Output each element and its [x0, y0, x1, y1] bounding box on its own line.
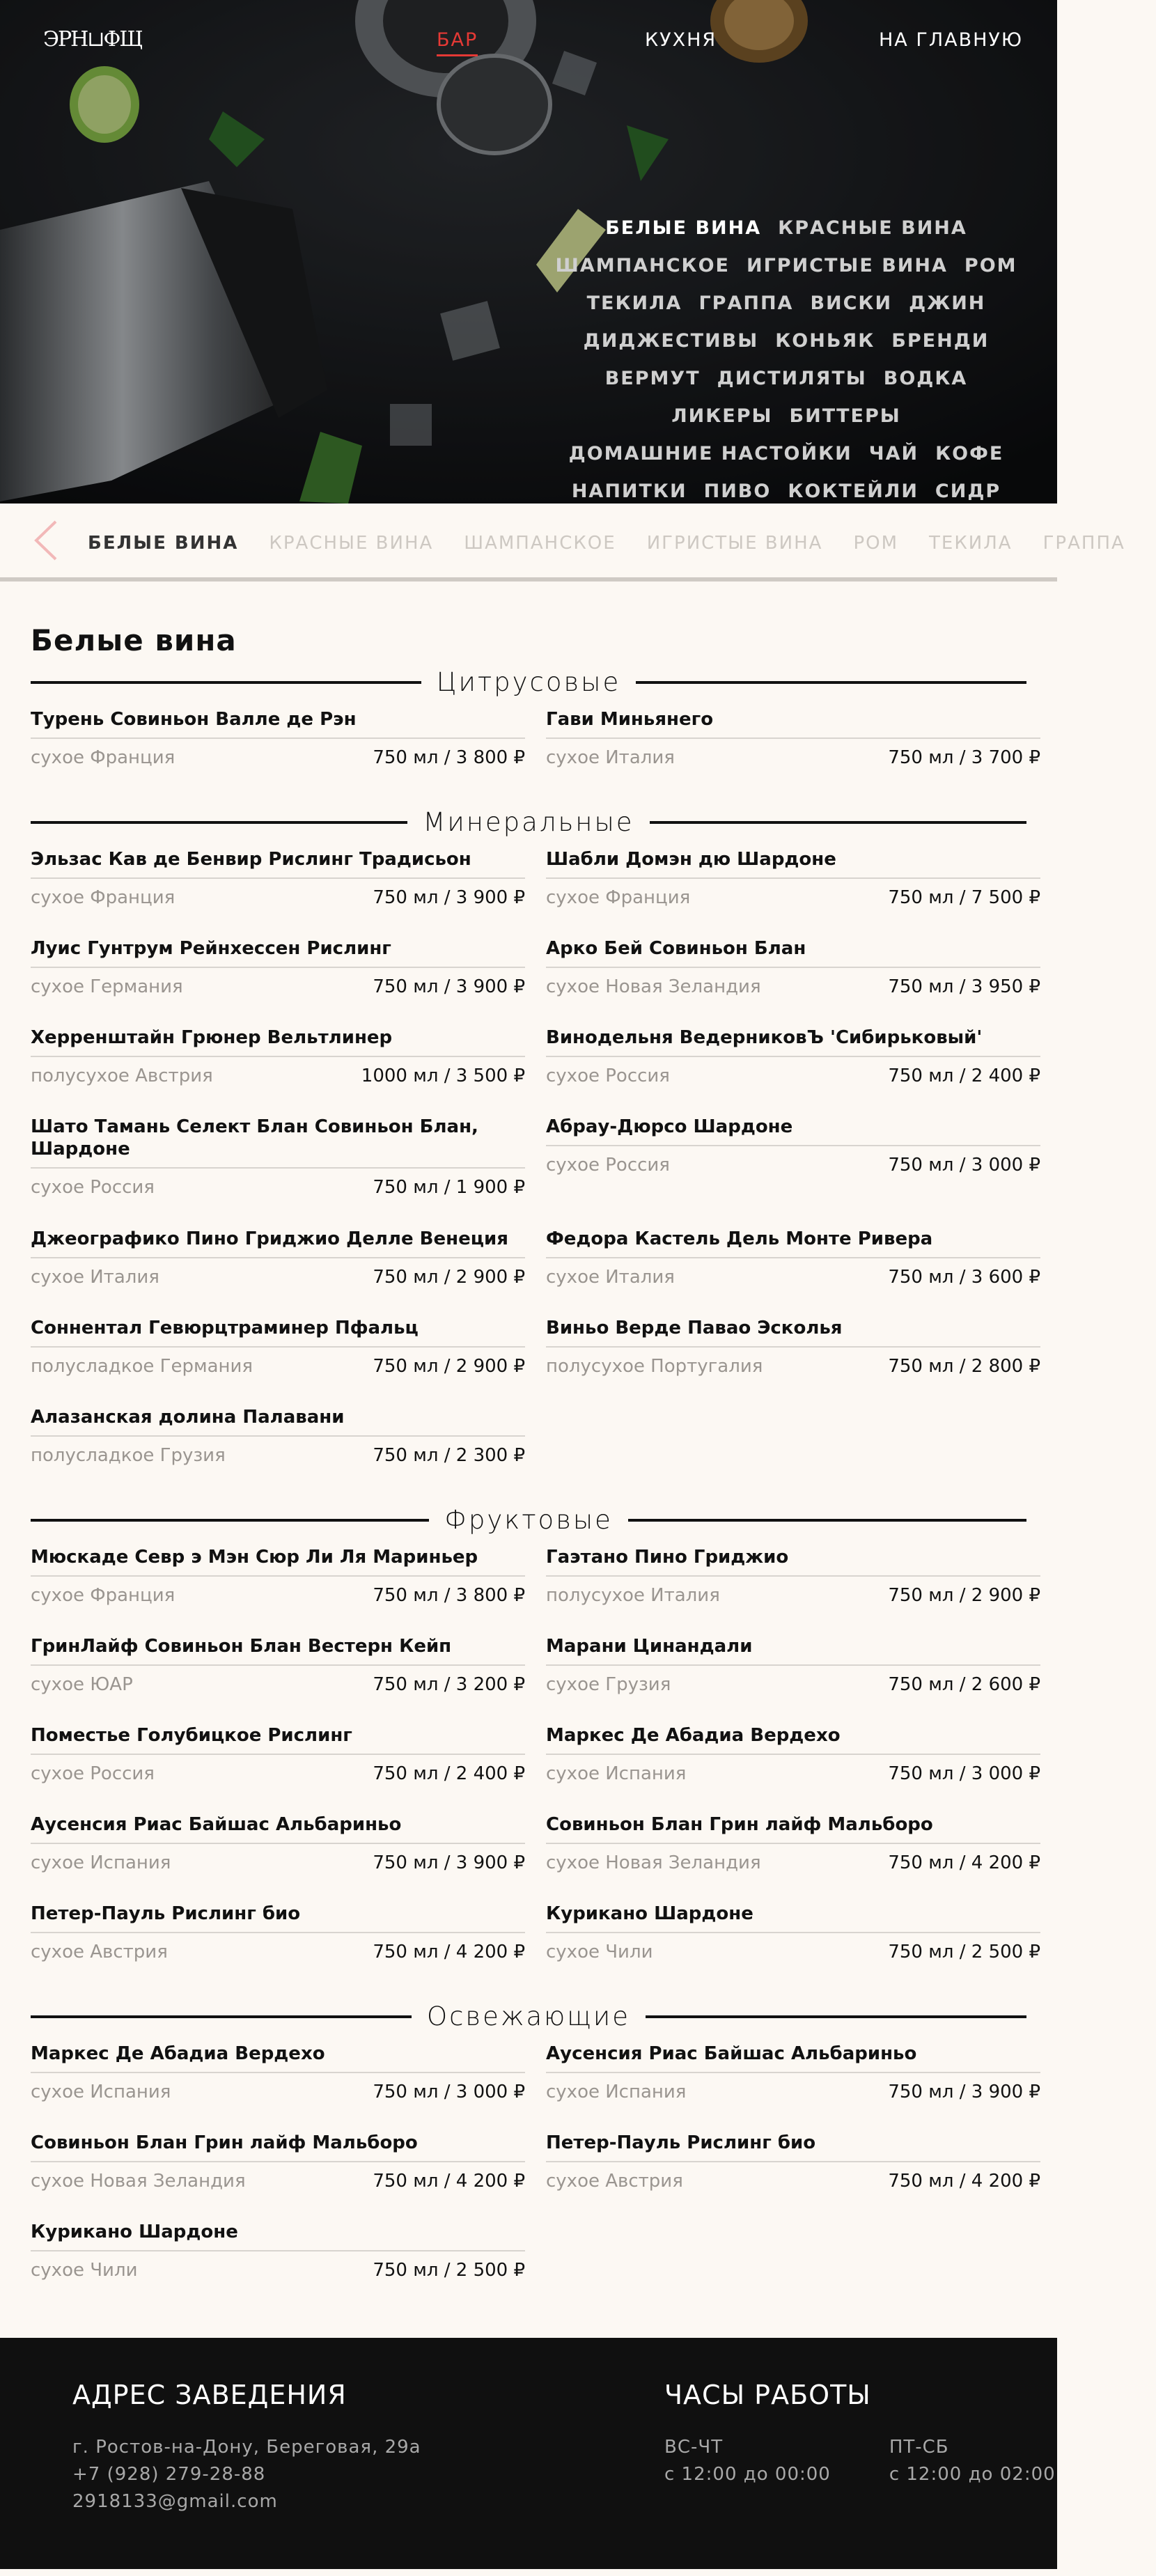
category-menu [542, 210, 1031, 511]
wine-item [546, 1546, 1040, 1635]
wine-name: Совиньон Блан Грин лайф Мальборо [31, 2132, 525, 2162]
wine-price: 750 мл / 2 500 ₽ [373, 2260, 525, 2281]
wine-meta: сухое Россия [31, 1177, 155, 1198]
wine-item [546, 1317, 1040, 1406]
wine-meta: сухое Россия [546, 1065, 670, 1086]
wine-name: Поместье Голубицкое Рислинг [31, 1724, 525, 1755]
wine-price: 750 мл / 3 000 ₽ [373, 2082, 525, 2102]
wine-name: Луис Гунтрум Рейнхессен Рислинг [31, 937, 525, 968]
address-title: АДРЕС ЗАВЕДЕНИЯ [72, 2380, 347, 2410]
wine-name: ГринЛайф Совиньон Блан Вестерн Кейп [31, 1635, 525, 1666]
category-link[interactable]: ИГРИСТЫЕ ВИНА [746, 255, 948, 276]
category-link[interactable]: БЕЛЫЕ ВИНА [605, 217, 762, 239]
tab-grappa[interactable]: ГРАППА [1042, 533, 1125, 554]
wine-meta: сухое Франция [31, 887, 175, 908]
wine-item [31, 2132, 525, 2221]
divider [31, 1519, 429, 1522]
wine-price: 750 мл / 2 500 ₽ [888, 1942, 1040, 1962]
wine-meta: сухое Австрия [31, 1942, 168, 1962]
category-link[interactable]: ДОМАШНИЕ НАСТОЙКИ [568, 443, 852, 465]
category-link[interactable]: ГРАППА [698, 292, 794, 314]
wine-name: Джеографико Пино Гриджио Делле Венеция [31, 1228, 525, 1258]
wine-name: Маркес Де Абадиа Вердехо [31, 2043, 525, 2073]
category-link[interactable]: СИДР [935, 481, 1001, 502]
wine-meta: сухое Чили [546, 1942, 653, 1962]
wine-price: 750 мл / 3 000 ₽ [888, 1763, 1040, 1784]
wine-meta: сухое Франция [546, 887, 691, 908]
category-link[interactable]: КОКТЕЙЛИ [788, 481, 919, 502]
wine-price: 750 мл / 4 200 ₽ [888, 2171, 1040, 2192]
wine-name: Виньо Верде Павао Эсколья [546, 1317, 1040, 1348]
wine-name: Аусенсия Риас Байшас Альбариньо [31, 1813, 525, 1844]
tab-white-wines[interactable]: БЕЛЫЕ ВИНА [88, 533, 239, 554]
wine-meta: сухое Италия [31, 1267, 159, 1288]
category-link[interactable]: ДЖИН [909, 292, 986, 314]
wine-price: 750 мл / 2 600 ₽ [888, 1674, 1040, 1695]
wine-meta: сухое Чили [31, 2260, 138, 2281]
wine-meta: сухое Франция [31, 1585, 175, 1606]
wine-item [31, 848, 525, 937]
wine-price: 750 мл / 3 700 ₽ [888, 747, 1040, 768]
wine-meta: сухое Испания [546, 2082, 687, 2102]
divider [31, 821, 407, 824]
category-link[interactable]: КОФЕ [935, 443, 1004, 465]
wine-meta: сухое Испания [546, 1763, 687, 1784]
wine-price: 750 мл / 3 900 ₽ [888, 2082, 1040, 2102]
category-link[interactable]: КОНЬЯК [775, 330, 875, 352]
tab-tequila[interactable]: ТЕКИЛА [929, 533, 1013, 554]
wine-item [31, 1027, 525, 1116]
wine-meta: сухое Австрия [546, 2171, 683, 2192]
wine-meta: сухое Новая Зеландия [546, 1852, 761, 1873]
wine-price: 750 мл / 4 200 ₽ [373, 2171, 525, 2192]
logo[interactable]: ЭРН⊔ФЩ [43, 27, 142, 52]
wine-name: Херренштайн Грюнер Вельтлинер [31, 1027, 525, 1057]
wine-meta: сухое Новая Зеландия [546, 976, 761, 997]
divider [650, 821, 1026, 824]
section-heading [31, 1505, 1026, 1535]
divider [628, 1519, 1026, 1522]
wine-item [546, 937, 1040, 1027]
wine-meta: сухое ЮАР [31, 1674, 133, 1695]
wine-price: 750 мл / 3 000 ₽ [888, 1155, 1040, 1176]
category-link[interactable]: ДИДЖЕСТИВЫ [583, 330, 759, 352]
phone-link[interactable]: +7 (928) 279-28-88 [72, 2464, 266, 2485]
wine-meta: сухое Италия [546, 1267, 675, 1288]
wine-price: 750 мл / 3 600 ₽ [888, 1267, 1040, 1288]
section-heading [31, 807, 1026, 837]
category-link[interactable]: БРЕНДИ [891, 330, 990, 352]
category-link[interactable]: ДИСТИЛЯТЫ [717, 368, 867, 389]
wine-item [31, 1546, 525, 1635]
hours-title: ЧАСЫ РАБОТЫ [664, 2380, 871, 2410]
address-text: г. Ростов-на-Дону, Береговая, 29а [72, 2437, 421, 2458]
tab-strip [88, 533, 1156, 554]
wine-price: 750 мл / 2 800 ₽ [888, 1356, 1040, 1377]
section-title: Минеральные [423, 807, 634, 837]
tab-red-wines[interactable]: КРАСНЫЕ ВИНА [269, 533, 434, 554]
hours-block [664, 2380, 1056, 2488]
wine-price: 750 мл / 3 200 ₽ [373, 1674, 525, 1695]
category-link[interactable]: КРАСНЫЕ ВИНА [778, 217, 967, 239]
hours-weekend [889, 2434, 1056, 2488]
wine-list [31, 1546, 1040, 1992]
wine-meta: сухое Грузия [546, 1674, 671, 1695]
wine-meta: сухое Новая Зеландия [31, 2171, 246, 2192]
wine-price: 750 мл / 2 400 ₽ [373, 1763, 525, 1784]
wine-item [31, 1116, 525, 1228]
wine-price: 750 мл / 3 900 ₽ [373, 976, 525, 997]
chevron-left-icon[interactable] [29, 519, 64, 562]
wine-price: 1000 мл / 3 500 ₽ [361, 1065, 525, 1086]
divider [31, 681, 421, 684]
wine-meta: сухое Россия [31, 1763, 155, 1784]
menu-sections [31, 667, 1040, 2310]
wine-meta: сухое Италия [546, 747, 675, 768]
wine-name: Курикано Шардоне [546, 1903, 1040, 1933]
wine-name: Петер-Пауль Рислинг био [546, 2132, 1040, 2162]
wine-meta: полусухое Австрия [31, 1065, 213, 1086]
wine-name: Арко Бей Совиньон Блан [546, 937, 1040, 968]
wine-name: Федора Кастель Дель Монте Ривера [546, 1228, 1040, 1258]
wine-name: Шато Тамань Селект Блан Совиньон Блан, Шардоне [31, 1116, 525, 1169]
wine-item [546, 1228, 1040, 1317]
wine-item [31, 708, 525, 797]
hours-days: ПТ-СБ [889, 2437, 949, 2458]
section-heading [31, 2001, 1026, 2031]
wine-price: 750 мл / 2 900 ₽ [373, 1267, 525, 1288]
wine-name: Совиньон Блан Грин лайф Мальборо [546, 1813, 1040, 1844]
wine-price: 750 мл / 3 800 ₽ [373, 1585, 525, 1606]
wine-item [31, 1317, 525, 1406]
wine-meta: сухое Франция [31, 747, 175, 768]
wine-price: 750 мл / 3 800 ₽ [373, 747, 525, 768]
wine-name: Маркес Де Абадиа Вердехо [546, 1724, 1040, 1755]
page-title: Белые вина [31, 623, 237, 657]
hours-days: ВС-ЧТ [664, 2437, 724, 2458]
section-title: Цитрусовые [436, 667, 621, 697]
wine-item [31, 1635, 525, 1724]
wine-meta: полусладкое Германия [31, 1356, 253, 1377]
wine-meta: полусухое Италия [546, 1585, 720, 1606]
wine-price: 750 мл / 4 200 ₽ [888, 1852, 1040, 1873]
category-link[interactable]: НАПИТКИ [571, 481, 687, 502]
wine-item [546, 848, 1040, 937]
hours-time: с 12:00 до 02:00 [889, 2464, 1056, 2485]
wine-price: 750 мл / 2 300 ₽ [373, 1445, 525, 1466]
category-link[interactable]: ЛИКЕРЫ [671, 405, 773, 427]
wine-item [31, 2221, 525, 2310]
email-link[interactable]: 2918133@gmail.com [72, 2491, 278, 2512]
section-title: Освежающие [426, 2001, 631, 2031]
category-link[interactable]: ВОДКА [883, 368, 968, 389]
wine-list [31, 848, 1040, 1495]
divider [636, 681, 1026, 684]
wine-item [546, 1027, 1040, 1116]
category-link[interactable]: БИТТЕРЫ [789, 405, 901, 427]
wine-item [546, 1903, 1040, 1992]
category-link[interactable]: РОМ [964, 255, 1017, 276]
menu-content [0, 581, 1057, 2338]
wine-price: 750 мл / 3 900 ₽ [373, 1852, 525, 1873]
wine-price: 750 мл / 4 200 ₽ [373, 1942, 525, 1962]
category-link[interactable]: ПИВО [703, 481, 772, 502]
wine-meta: сухое Россия [546, 1155, 670, 1176]
wine-name: Турень Совиньон Валле де Рэн [31, 708, 525, 739]
wine-item [31, 1813, 525, 1903]
wine-name: Марани Цинандали [546, 1635, 1040, 1666]
wine-name: Соннентал Гевюрцтраминер Пфальц [31, 1317, 525, 1348]
wine-price: 750 мл / 2 400 ₽ [888, 1065, 1040, 1086]
section-title: Фруктовые [444, 1505, 613, 1535]
category-link[interactable]: ВЕРМУТ [604, 368, 701, 389]
section-heading [31, 667, 1026, 697]
wine-item [546, 2132, 1040, 2221]
footer [0, 2338, 1057, 2569]
wine-item [546, 1724, 1040, 1813]
top-navigation [0, 26, 1057, 54]
divider [31, 2015, 412, 2018]
category-link[interactable]: ЧАЙ [868, 443, 919, 465]
wine-meta: сухое Испания [31, 1852, 171, 1873]
wine-price: 750 мл / 1 900 ₽ [373, 1177, 525, 1198]
nav-link-kitchen[interactable]: КУХНЯ [645, 29, 717, 51]
hero-header [0, 0, 1057, 504]
wine-price: 750 мл / 3 900 ₽ [373, 887, 525, 908]
wine-list [31, 2043, 1040, 2310]
wine-price: 750 мл / 3 950 ₽ [888, 976, 1040, 997]
wine-price: 750 мл / 2 900 ₽ [888, 1585, 1040, 1606]
wine-name: Гави Миньянего [546, 708, 1040, 739]
wine-name: Шабли Домэн дю Шардоне [546, 848, 1040, 879]
tab-champagne[interactable]: ШАМПАНСКОЕ [464, 533, 616, 554]
category-link[interactable]: ТЕКИЛА [586, 292, 682, 314]
wine-item [546, 2043, 1040, 2132]
wine-price: 750 мл / 2 900 ₽ [373, 1356, 525, 1377]
wine-name: Петер-Пауль Рислинг био [31, 1903, 525, 1933]
wine-name: Абрау-Дюрсо Шардоне [546, 1116, 1040, 1146]
nav-link-home[interactable]: НА ГЛАВНУЮ [879, 29, 1024, 51]
wine-name: Аусенсия Риас Байшас Альбариньо [546, 2043, 1040, 2073]
wine-item [31, 937, 525, 1027]
hours-time: с 12:00 до 00:00 [664, 2464, 831, 2485]
wine-item [31, 2043, 525, 2132]
wine-item [31, 1228, 525, 1317]
wine-meta: сухое Испания [31, 2082, 171, 2102]
category-tabs [0, 504, 1125, 581]
wine-item [31, 1903, 525, 1992]
tab-sparkling[interactable]: ИГРИСТЫЕ ВИНА [646, 533, 823, 554]
wine-list [31, 708, 1040, 797]
hours-weekdays [664, 2434, 831, 2488]
wine-meta: полусухое Португалия [546, 1356, 763, 1377]
address-block [72, 2380, 421, 2515]
wine-name: Гаэтано Пино Гриджио [546, 1546, 1040, 1577]
wine-item [546, 1813, 1040, 1903]
tab-rum[interactable]: РОМ [853, 533, 899, 554]
nav-link-bar[interactable]: БАР [437, 29, 478, 51]
wine-name: Мюскаде Севр э Мэн Сюр Ли Ля Мариньер [31, 1546, 525, 1577]
divider [646, 2015, 1026, 2018]
wine-item [546, 1635, 1040, 1724]
category-link[interactable]: ВИСКИ [810, 292, 893, 314]
wine-item [546, 1116, 1040, 1228]
wine-name: Курикано Шардоне [31, 2221, 525, 2251]
wine-item [31, 1724, 525, 1813]
wine-name: Винодельня ВедерниковЪ 'Сибирьковый' [546, 1027, 1040, 1057]
wine-meta: сухое Германия [31, 976, 183, 997]
wine-meta: полусладкое Грузия [31, 1445, 226, 1466]
wine-name: Алазанская долина Палавани [31, 1406, 525, 1437]
category-link[interactable]: ШАМПАНСКОЕ [555, 255, 730, 276]
wine-item [546, 708, 1040, 797]
wine-name: Эльзас Кав де Бенвир Рислинг Традисьон [31, 848, 525, 879]
wine-item [31, 1406, 525, 1495]
wine-price: 750 мл / 7 500 ₽ [888, 887, 1040, 908]
